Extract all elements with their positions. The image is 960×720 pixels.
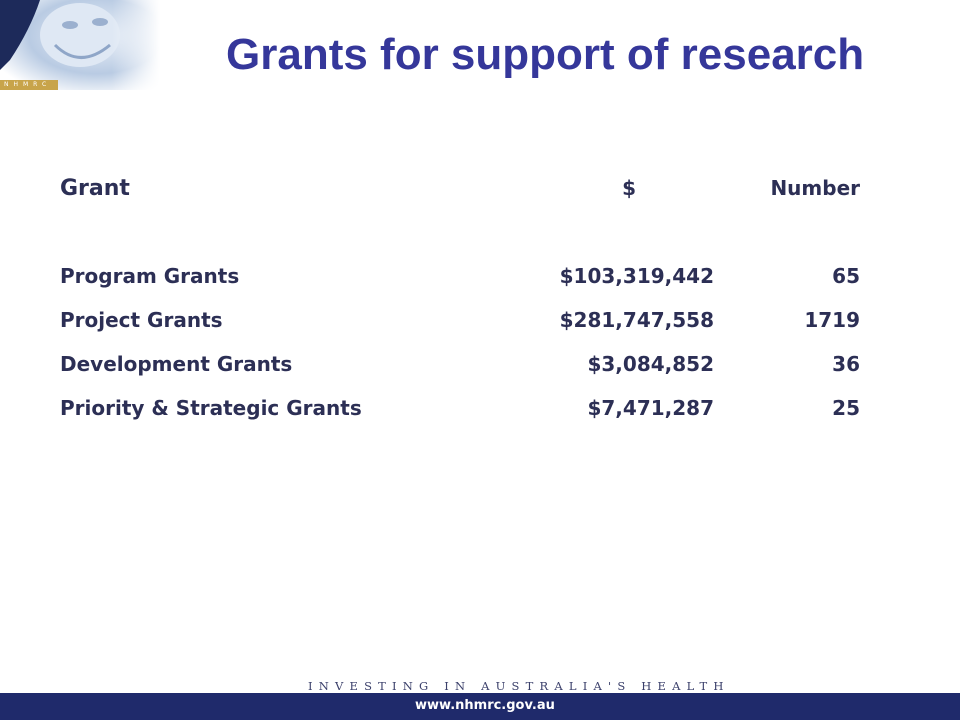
table-row — [60, 342, 860, 386]
grant-name: Development Grants — [60, 352, 293, 376]
footer-bar — [0, 693, 960, 720]
nhmrc-logo — [0, 0, 160, 90]
table-row — [60, 298, 860, 342]
table-header-row — [60, 166, 860, 210]
grant-number: 25 — [832, 396, 860, 420]
header-number: Number — [770, 176, 860, 200]
table-row — [60, 386, 860, 430]
grants-table — [60, 166, 860, 430]
grant-number: 1719 — [804, 308, 860, 332]
grant-amount: $7,471,287 — [587, 396, 714, 420]
grant-name: Program Grants — [60, 264, 240, 288]
page-title: Grants for support of research — [226, 30, 865, 79]
grant-number: 36 — [832, 352, 860, 376]
header-amount: $ — [622, 176, 636, 200]
grant-amount: $103,319,442 — [559, 264, 714, 288]
grant-amount: $281,747,558 — [559, 308, 714, 332]
footer-url[interactable]: www.nhmrc.gov.au — [415, 698, 555, 713]
logo-letters: NHMRC — [4, 81, 52, 88]
tagline: INVESTING IN AUSTRALIA'S HEALTH — [308, 679, 730, 693]
woman-portrait-photo-icon — [0, 0, 160, 90]
header-grant: Grant — [60, 175, 130, 201]
grant-amount: $3,084,852 — [587, 352, 714, 376]
grant-name: Priority & Strategic Grants — [60, 396, 362, 420]
spacer-row — [60, 210, 860, 254]
table-row — [60, 254, 860, 298]
grant-name: Project Grants — [60, 308, 223, 332]
grant-number: 65 — [832, 264, 860, 288]
